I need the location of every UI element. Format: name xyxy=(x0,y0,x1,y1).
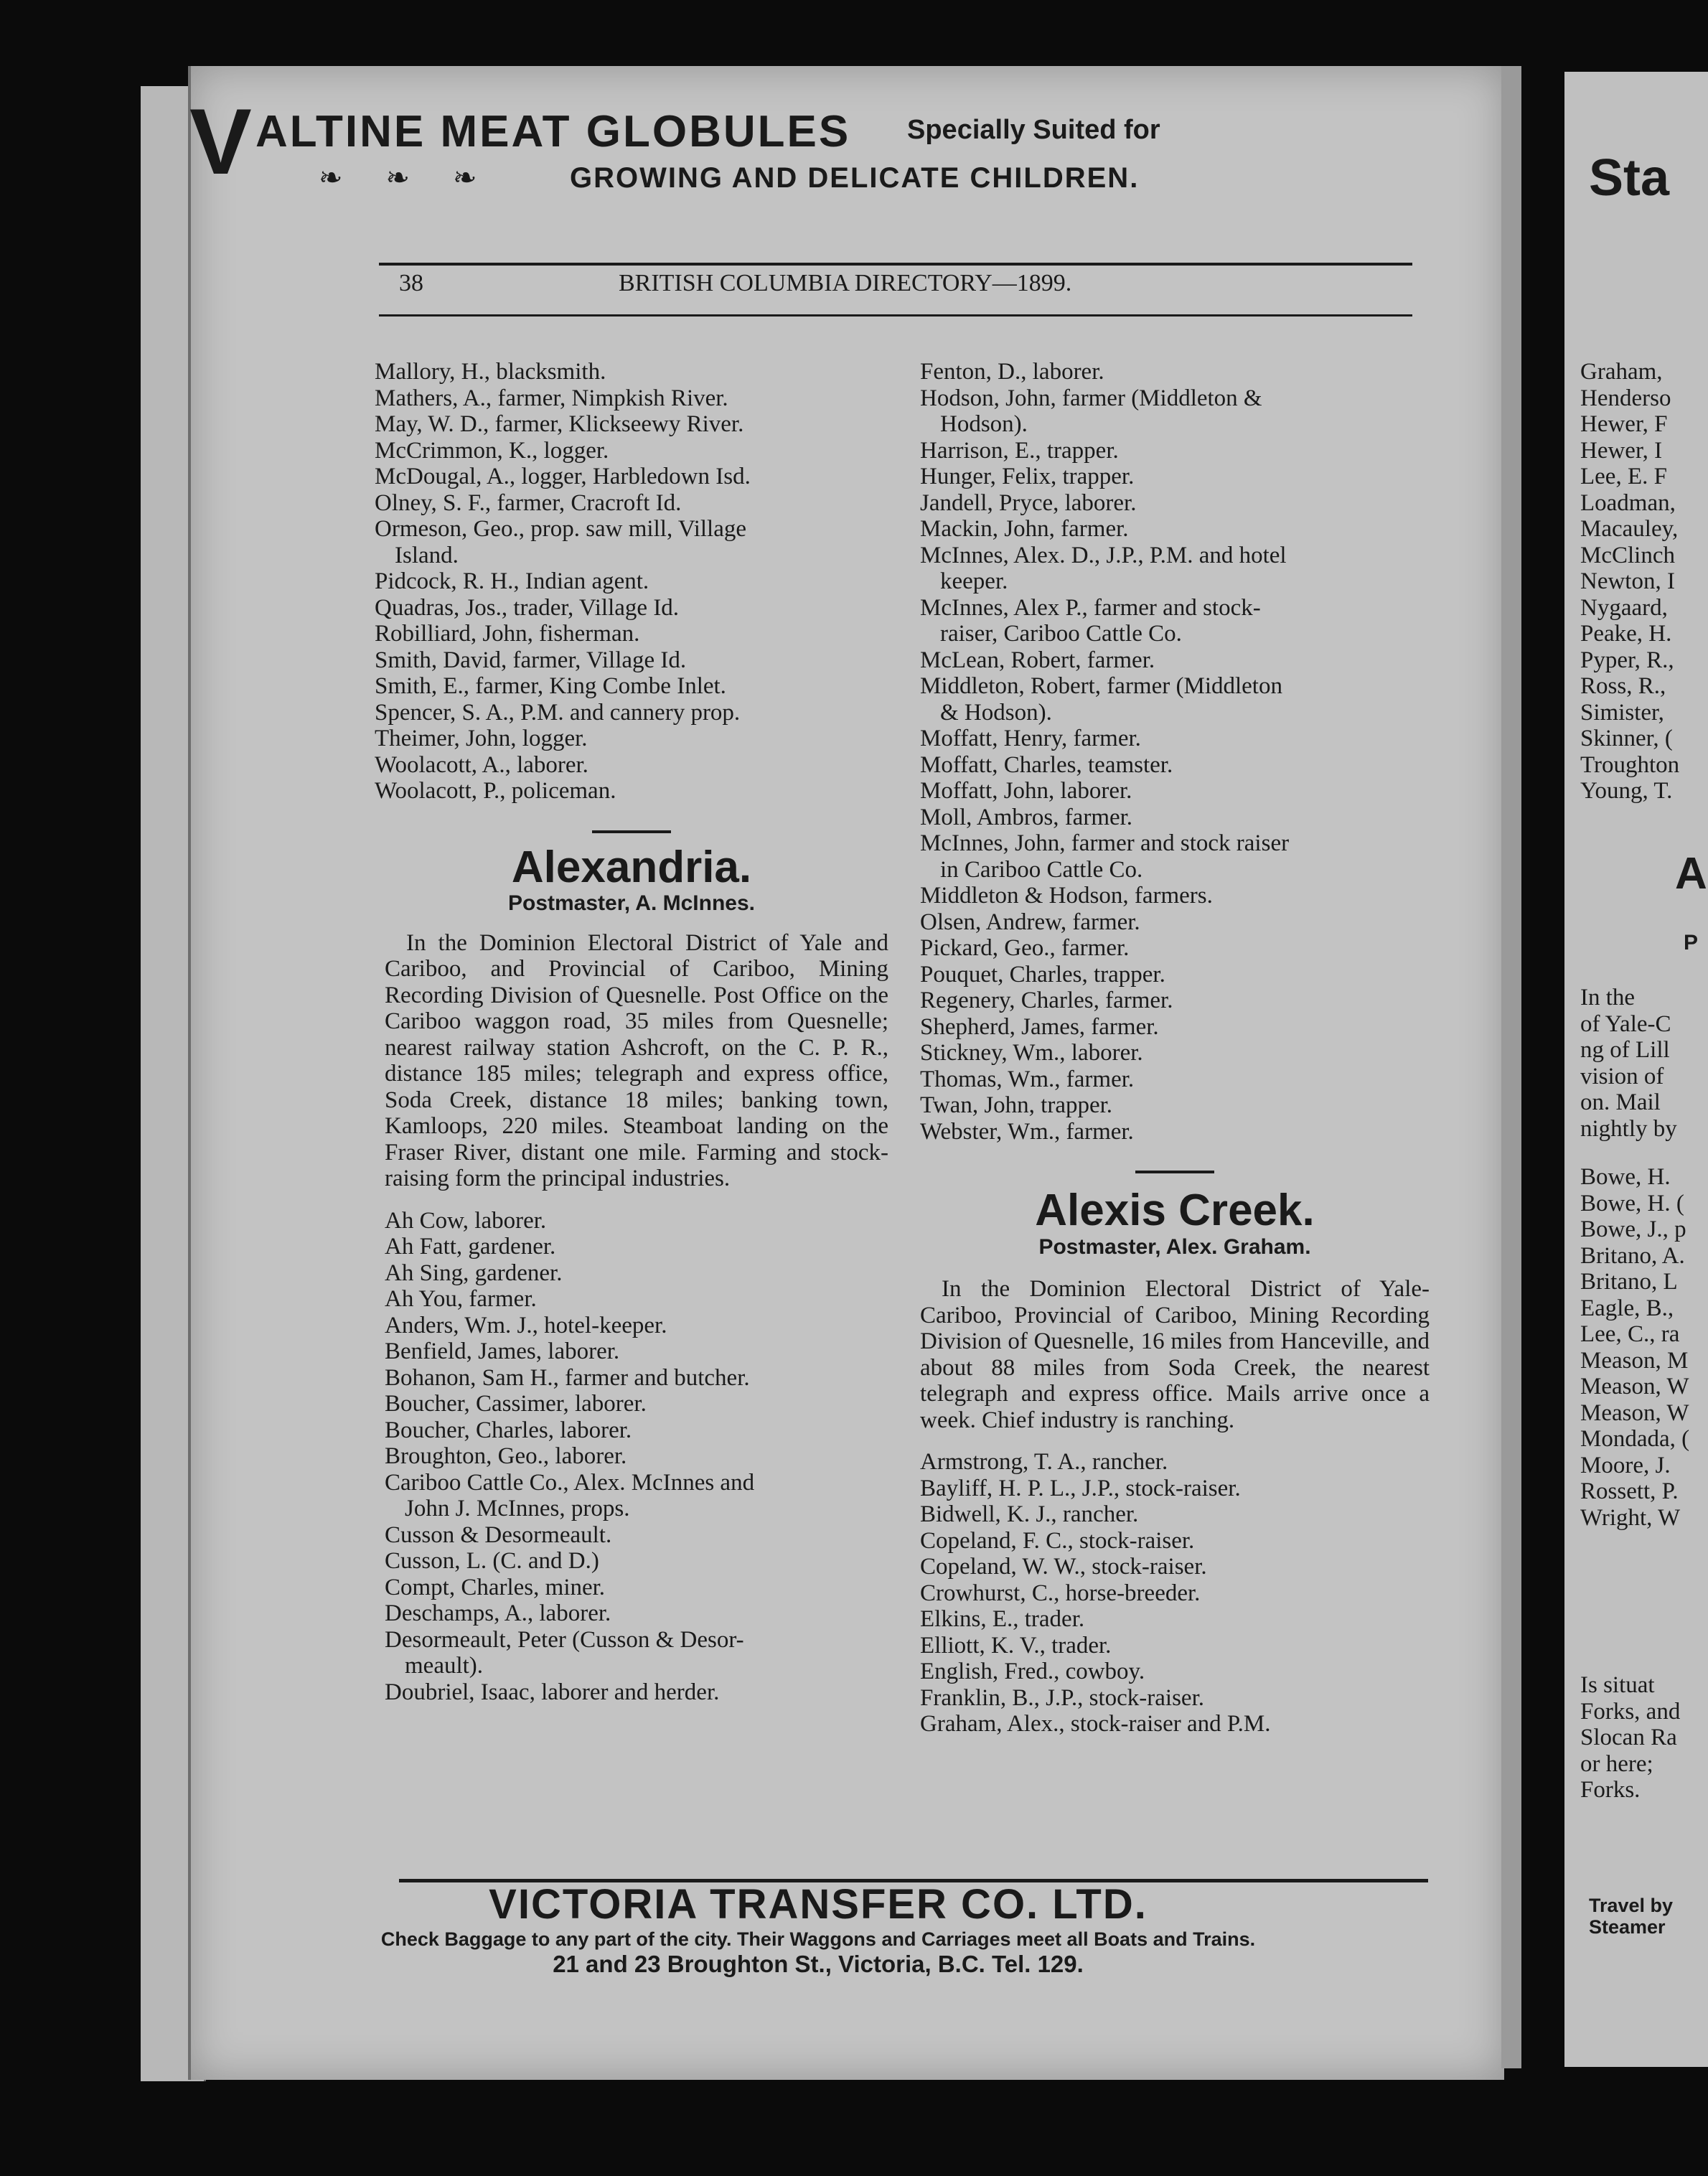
fragment-line: Newton, I xyxy=(1580,568,1675,594)
directory-entry xyxy=(385,1391,888,1417)
directory-entry xyxy=(920,1040,1430,1066)
entry-text: Shepherd, James, farmer. xyxy=(920,1013,1159,1040)
entry-text: Olsen, Andrew, farmer. xyxy=(920,909,1140,935)
directory-entry xyxy=(920,647,1430,674)
entry-text: Copeland, W. W., stock-raiser. xyxy=(920,1554,1207,1580)
section-divider xyxy=(1135,1171,1214,1173)
fragment-line: Mondada, ( xyxy=(1580,1426,1690,1452)
entry-list-alexis-creek xyxy=(920,1449,1430,1737)
directory-entry xyxy=(920,988,1430,1014)
entry-text: Jandell, Pryce, laborer. xyxy=(920,489,1137,516)
entry-text: McDougal, A., logger, Harbledown Isd. xyxy=(375,464,751,489)
directory-entry xyxy=(385,1443,888,1470)
directory-entry xyxy=(385,1548,888,1575)
ad-bottom-line1: Check Baggage to any part of the city. Their Waggons and Carriages meet all Boats and Trains. xyxy=(380,1928,1256,1950)
entry-text: Theimer, John, logger. xyxy=(375,726,588,751)
fragment-line: Bowe, J., p xyxy=(1580,1216,1686,1242)
entry-text: Boucher, Charles, laborer. xyxy=(385,1417,632,1443)
fragment-line: on. Mail xyxy=(1580,1089,1661,1115)
entry-text: Cariboo Cattle Co., Alex. McInnes and xyxy=(385,1469,755,1496)
fragment-line: Pyper, R., xyxy=(1580,647,1674,673)
directory-entry xyxy=(375,726,888,752)
description-alexandria: In the Dominion Electoral District of Yale and Cariboo, and Provincial of Cariboo, Mining Recording Division of Quesnelle. Post Office on the Cariboo waggon road, 35 miles from Quesnelle; nearest railway station Ashcroft, on the C. P. R., distance 185 miles; telegraph and express office, Soda Creek, distance 18 miles; banking town, Kamloops, 220 miles. Steamboat landing on the Fraser River, distant one mile. Farming and stock-raising form the principal industries. xyxy=(385,929,888,1191)
entry-text: Moffatt, Henry, farmer. xyxy=(920,726,1141,751)
section-heading-alexis-creek: Alexis Creek. xyxy=(1035,1186,1315,1235)
directory-entry xyxy=(920,1685,1430,1712)
entry-text: Copeland, F. C., stock-raiser. xyxy=(920,1527,1195,1554)
fragment-line: Slocan Ra xyxy=(1580,1725,1677,1750)
directory-entry xyxy=(920,962,1430,988)
directory-entry xyxy=(920,1119,1430,1145)
entry-text: Deschamps, A., laborer. xyxy=(385,1600,611,1626)
fragment-line: Wright, W xyxy=(1580,1504,1681,1531)
entry-text: Smith, David, farmer, Village Id. xyxy=(375,647,687,673)
entry-text: Benfield, James, laborer. xyxy=(385,1338,620,1364)
entry-text: Elliott, K. V., trader. xyxy=(920,1632,1112,1659)
directory-entry xyxy=(920,1476,1430,1502)
postmaster-alexandria: Postmaster, A. McInnes. xyxy=(507,891,755,915)
next-page-foot xyxy=(1589,1895,1673,1938)
directory-entry xyxy=(385,1417,888,1444)
directory-entry xyxy=(920,490,1430,517)
next-page-names2 xyxy=(1580,1164,1689,1531)
fragment-line: Simister, xyxy=(1580,699,1664,726)
book-gutter xyxy=(1501,66,1521,2068)
directory-entry xyxy=(920,1659,1430,1685)
entry-text: Middleton, Robert, farmer (Middleton xyxy=(920,673,1282,699)
entry-continuation: keeper. xyxy=(940,568,1008,594)
directory-entry xyxy=(920,909,1430,936)
entry-text: McInnes, Alex. D., J.P., P.M. and hotel xyxy=(920,542,1287,568)
entry-list-right-top xyxy=(920,359,1430,1145)
directory-entry xyxy=(385,1627,888,1679)
entry-text: Spencer, S. A., P.M. and cannery prop. xyxy=(375,699,741,726)
entry-continuation: in Cariboo Cattle Co. xyxy=(940,856,1143,883)
entry-text: Moffatt, John, laborer. xyxy=(920,778,1132,804)
entry-text: Hunger, Felix, trapper. xyxy=(920,464,1135,489)
entry-text: McLean, Robert, farmer. xyxy=(920,647,1155,673)
directory-entry xyxy=(920,673,1430,726)
directory-entry xyxy=(920,1606,1430,1633)
fragment-line: Steamer xyxy=(1589,1916,1666,1938)
ad-bottom-title: VICTORIA TRANSFER CO. LTD. xyxy=(489,1881,1148,1928)
entry-continuation: John J. McInnes, props. xyxy=(405,1496,630,1521)
fragment-line: or here; xyxy=(1580,1750,1653,1777)
fragment-line: McClinch xyxy=(1580,542,1675,568)
entry-text: Anders, Wm. J., hotel-keeper. xyxy=(385,1312,667,1338)
fragment-line: Peake, H. xyxy=(1580,621,1672,647)
ad-ornament: ❧❧❧ xyxy=(319,161,520,194)
bottom-advertisement xyxy=(201,1880,1435,1978)
entry-text: Mackin, John, farmer. xyxy=(920,516,1129,542)
directory-entry xyxy=(920,1014,1430,1041)
directory-entry xyxy=(920,543,1430,595)
fragment-line: Meason, M xyxy=(1580,1347,1689,1374)
fragment-line: Ross, R., xyxy=(1580,673,1666,699)
directory-entry xyxy=(375,778,888,805)
fragment-line: Lee, C., ra xyxy=(1580,1321,1680,1347)
directory-entry xyxy=(375,752,888,779)
entry-text: McCrimmon, K., logger. xyxy=(375,437,609,464)
next-page-names xyxy=(1580,359,1679,805)
fragment-line: Meason, W xyxy=(1580,1374,1689,1399)
directory-entry xyxy=(385,1600,888,1627)
entry-text: Elkins, E., trader. xyxy=(920,1606,1085,1632)
entry-text: Middleton & Hodson, farmers. xyxy=(920,883,1213,909)
directory-entry xyxy=(375,438,888,464)
section-divider xyxy=(592,830,671,833)
directory-entry xyxy=(375,359,888,385)
directory-entry xyxy=(375,621,888,647)
fragment-line: Macauley, xyxy=(1580,516,1679,542)
fragment-line: nightly by xyxy=(1580,1115,1677,1142)
directory-entry xyxy=(920,726,1430,752)
directory-entry xyxy=(920,1528,1430,1554)
next-page-desc2 xyxy=(1580,1672,1680,1804)
directory-entry xyxy=(920,805,1430,831)
right-column xyxy=(920,359,1430,1737)
entry-text: Mallory, H., blacksmith. xyxy=(375,359,606,385)
entry-text: Ah Fatt, gardener. xyxy=(385,1234,556,1260)
directory-entry xyxy=(920,752,1430,779)
directory-entry xyxy=(385,1365,888,1392)
entry-text: Doubriel, Isaac, laborer and herder. xyxy=(385,1679,720,1705)
directory-entry xyxy=(920,464,1430,490)
fragment-line: Meason, W xyxy=(1580,1399,1689,1426)
entry-text: Ormeson, Geo., prop. saw mill, Village xyxy=(375,516,746,542)
fragment-line: Moore, J. xyxy=(1580,1452,1671,1478)
entry-text: Ah Sing, gardener. xyxy=(385,1260,563,1286)
fragment-line: of Yale-C xyxy=(1580,1010,1671,1037)
entry-text: Bayliff, H. P. L., J.P., stock-raiser. xyxy=(920,1475,1241,1501)
entry-text: Pouquet, Charles, trapper. xyxy=(920,961,1165,988)
ad-subline: GROWING AND DELICATE CHILDREN. xyxy=(570,162,1140,194)
header-rule-top xyxy=(379,263,1412,266)
directory-entry xyxy=(920,516,1430,543)
directory-entry xyxy=(375,700,888,726)
entry-text: Smith, E., farmer, King Combe Inlet. xyxy=(375,673,726,699)
directory-entry xyxy=(920,935,1430,962)
entry-text: Woolacott, A., laborer. xyxy=(375,751,588,778)
directory-entry xyxy=(375,673,888,700)
entry-text: Harrison, E., trapper. xyxy=(920,437,1119,464)
entry-continuation: & Hodson). xyxy=(940,699,1052,726)
next-page-heading2: A xyxy=(1675,849,1707,899)
entry-text: Pickard, Geo., farmer. xyxy=(920,935,1130,961)
fragment-line: Nygaard, xyxy=(1580,594,1668,621)
fragment-line: Bowe, H. xyxy=(1580,1164,1671,1190)
directory-entry xyxy=(385,1575,888,1601)
entry-text: Ah You, farmer. xyxy=(385,1286,537,1312)
entry-text: Bidwell, K. J., rancher. xyxy=(920,1501,1139,1527)
fragment-line: Loadman, xyxy=(1580,489,1676,516)
entry-text: Crowhurst, C., horse-breeder. xyxy=(920,1580,1201,1606)
entry-text: Woolacott, P., policeman. xyxy=(375,778,616,804)
directory-entry xyxy=(920,1554,1430,1580)
fragment-line: Forks, and xyxy=(1580,1698,1681,1725)
entry-text: Regenery, Charles, farmer. xyxy=(920,988,1173,1013)
fragment-line: Britano, L xyxy=(1580,1269,1678,1295)
fragment-line: Bowe, H. ( xyxy=(1580,1190,1684,1216)
fragment-line: ng of Lill xyxy=(1580,1037,1670,1063)
entry-continuation: raiser, Cariboo Cattle Co. xyxy=(940,621,1182,647)
running-title: BRITISH COLUMBIA DIRECTORY—1899. xyxy=(619,270,1072,296)
directory-entry xyxy=(920,830,1430,883)
entry-text: Pidcock, R. H., Indian agent. xyxy=(375,568,649,594)
directory-entry xyxy=(385,1338,888,1365)
postmaster-alexis-creek: Postmaster, Alex. Graham. xyxy=(1038,1234,1311,1259)
directory-entry xyxy=(375,385,888,412)
description-alexis-creek: In the Dominion Electoral District of Yale-Cariboo, Provincial of Cariboo, Mining Recording Division of Quesnelle, 16 miles from Hanceville, and about 88 miles from Soda Creek, the nearest telegraph and express office. Mails arrive once a week. Chief industry is ranching. xyxy=(920,1276,1430,1433)
directory-entry xyxy=(385,1234,888,1260)
entry-text: Hodson, John, farmer (Middleton & xyxy=(920,385,1262,411)
fragment-line: Lee, E. F xyxy=(1580,464,1667,489)
fragment-line: Skinner, ( xyxy=(1580,726,1673,751)
page-number: 38 xyxy=(399,270,423,296)
entry-text: Ah Cow, laborer. xyxy=(385,1207,547,1234)
directory-entry xyxy=(920,595,1430,647)
directory-entry xyxy=(920,1711,1430,1737)
directory-entry xyxy=(385,1313,888,1339)
entry-continuation: meault). xyxy=(405,1653,484,1679)
ad-headline-right: Specially Suited for xyxy=(907,115,1160,145)
directory-entry xyxy=(920,1449,1430,1476)
entry-continuation: Hodson). xyxy=(940,411,1028,437)
fragment-line: Hewer, F xyxy=(1580,411,1668,437)
entry-text: McInnes, Alex P., farmer and stock- xyxy=(920,594,1261,621)
entry-text: Compt, Charles, miner. xyxy=(385,1574,606,1600)
directory-entry xyxy=(385,1470,888,1522)
entry-text: Fenton, D., laborer. xyxy=(920,359,1104,385)
directory-entry xyxy=(920,778,1430,805)
fragment-line: In the xyxy=(1580,985,1636,1010)
fragment-line: Forks. xyxy=(1580,1777,1641,1803)
entry-text: Bohanon, Sam H., farmer and butcher. xyxy=(385,1364,750,1391)
entry-text: Olney, S. F., farmer, Cracroft Id. xyxy=(375,489,682,516)
entry-text: Boucher, Cassimer, laborer. xyxy=(385,1391,647,1417)
entry-text: Broughton, Geo., laborer. xyxy=(385,1443,627,1469)
directory-entry xyxy=(920,883,1430,909)
entry-text: Thomas, Wm., farmer. xyxy=(920,1066,1135,1092)
directory-entry xyxy=(920,359,1430,385)
directory-entry xyxy=(385,1208,888,1234)
entry-text: Moffatt, Charles, teamster. xyxy=(920,751,1173,778)
next-page-pm: P xyxy=(1684,931,1699,955)
ad-bottom-line2: 21 and 23 Broughton St., Victoria, B.C. Tel. 129. xyxy=(553,1951,1084,1977)
fragment-line: Eagle, B., xyxy=(1580,1295,1674,1321)
fragment-line: Hewer, I xyxy=(1580,437,1663,464)
entry-text: Moll, Ambros, farmer. xyxy=(920,804,1133,830)
fragment-line: Graham, xyxy=(1580,359,1663,385)
entry-text: Franklin, B., J.P., stock-raiser. xyxy=(920,1684,1204,1711)
fragment-line: Is situat xyxy=(1580,1672,1655,1698)
header-rule-bottom xyxy=(379,314,1412,316)
directory-entry xyxy=(375,464,888,490)
entry-text: Quadras, Jos., trader, Village Id. xyxy=(375,594,680,621)
directory-entry xyxy=(920,1066,1430,1093)
ad-headline: ALTINE MEAT GLOBULES xyxy=(255,107,851,156)
entry-list-alexandria xyxy=(375,1208,888,1706)
entry-text: Stickney, Wm., laborer. xyxy=(920,1040,1143,1066)
directory-entry xyxy=(385,1260,888,1287)
entry-text: Webster, Wm., farmer. xyxy=(920,1118,1134,1145)
entry-text: Cusson & Desormeault. xyxy=(385,1521,612,1548)
left-column xyxy=(375,359,888,1705)
entry-text: Cusson, L. (C. and D.) xyxy=(385,1548,599,1574)
next-page-desc xyxy=(1580,985,1677,1142)
directory-entry xyxy=(385,1679,888,1706)
entry-text: May, W. D., farmer, Klickseewy River. xyxy=(375,411,744,437)
directory-entry xyxy=(385,1286,888,1313)
entry-text: Robilliard, John, fisherman. xyxy=(375,621,640,647)
ad-big-letter: V xyxy=(189,89,249,194)
section-heading-alexandria: Alexandria. xyxy=(511,842,752,892)
directory-entry xyxy=(920,385,1430,438)
directory-entry xyxy=(375,568,888,595)
directory-entry xyxy=(920,1092,1430,1119)
fragment-line: vision of xyxy=(1580,1063,1664,1089)
directory-entry xyxy=(920,1501,1430,1528)
entry-continuation: Island. xyxy=(395,542,459,568)
directory-entry xyxy=(375,411,888,438)
top-advertisement xyxy=(189,89,1438,267)
directory-entry xyxy=(385,1522,888,1549)
fragment-line: Rossett, P. xyxy=(1580,1478,1679,1504)
directory-entry xyxy=(375,647,888,674)
directory-entry xyxy=(920,1580,1430,1607)
directory-entry xyxy=(920,1633,1430,1659)
entry-text: Armstrong, T. A., rancher. xyxy=(920,1449,1168,1475)
directory-entry xyxy=(375,595,888,622)
directory-entry xyxy=(920,438,1430,464)
directory-entry xyxy=(375,490,888,517)
entry-text: English, Fred., cowboy. xyxy=(920,1659,1145,1684)
fragment-line: Young, T. xyxy=(1580,778,1673,804)
fragment-line: Travel by xyxy=(1589,1895,1674,1916)
entry-text: Mathers, A., farmer, Nimpkish River. xyxy=(375,385,728,411)
fragment-line: Henderso xyxy=(1580,385,1671,411)
entry-text: Graham, Alex., stock-raiser and P.M. xyxy=(920,1711,1271,1737)
fragment-line: Troughton xyxy=(1580,751,1680,778)
entry-text: Desormeault, Peter (Cusson & Desor- xyxy=(385,1626,744,1653)
fragment-line: Britano, A. xyxy=(1580,1242,1685,1269)
entry-text: McInnes, John, farmer and stock raiser xyxy=(920,830,1290,856)
entry-list-left-top xyxy=(375,359,888,805)
entry-text: Twan, John, trapper. xyxy=(920,1092,1113,1118)
directory-entry xyxy=(375,516,888,568)
next-page-heading: Sta xyxy=(1589,149,1670,207)
